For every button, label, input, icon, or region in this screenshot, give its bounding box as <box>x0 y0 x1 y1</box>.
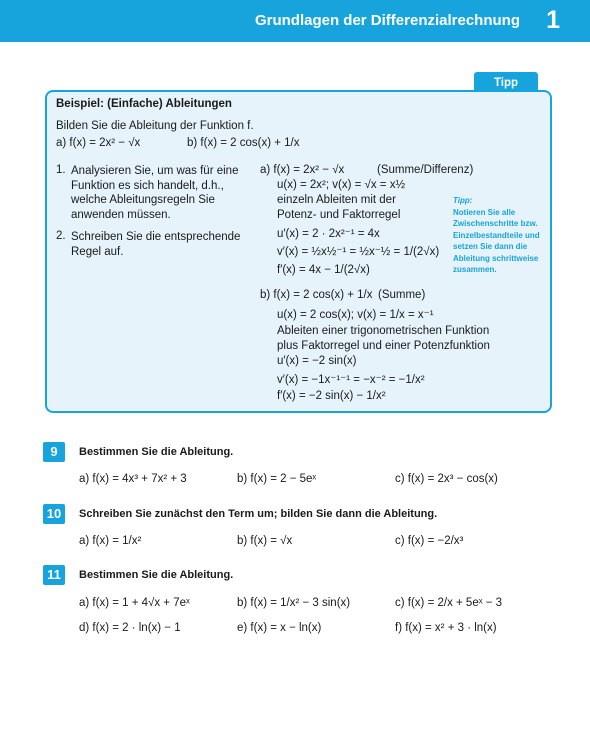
solution-b-note: (Summe) <box>378 289 426 301</box>
solution-a-line6: v′(x) = ½x½⁻¹ = ½x⁻½ = 1/(2√x) <box>277 246 440 258</box>
tip-hint-text: Notieren Sie alle Zwischenschritte bzw. Einzelbestandteile und setzen Sie dann die Ableitung schrittweise zusammen. <box>453 207 540 274</box>
chapter-header <box>0 0 590 42</box>
solution-a-line5: u′(x) = 2 · 2x²⁻¹ = 4x <box>277 228 380 240</box>
exercise-number: 10 <box>43 504 65 524</box>
exercise-item: a) f(x) = 4x³ + 7x² + 3 <box>79 473 187 485</box>
exercise-number: 9 <box>43 442 65 462</box>
exercise-item: b) f(x) = 1/x² − 3 sin(x) <box>237 597 351 609</box>
exercise-item: b) f(x) = √x <box>237 535 293 547</box>
solution-b-line1: b) f(x) = 2 cos(x) + 1/x <box>260 289 373 301</box>
solution-a-line7: f′(x) = 4x − 1/(2√x) <box>277 264 370 276</box>
solution-a-note: (Summe/Differenz) <box>377 164 474 176</box>
solution-b-line4: plus Faktorregel und einer Potenzfunktion <box>277 340 490 352</box>
exercise-item: d) f(x) = 2 · ln(x) − 1 <box>79 622 181 634</box>
solution-b-line2: u(x) = 2 cos(x); v(x) = 1/x = x⁻¹ <box>277 309 434 321</box>
chapter-title: Grundlagen der Differenzialrechnung <box>254 12 520 29</box>
step-2: 2. Schreiben Sie die entsprechende Regel auf. <box>56 230 246 259</box>
exercise-item: c) f(x) = −2/x³ <box>395 535 464 547</box>
exercise-question: Schreiben Sie zunächst den Term um; bilden Sie dann die Ableitung. <box>79 508 438 520</box>
solution-a-line4: Potenz- und Faktorregel <box>277 209 401 221</box>
example-task-b: b) f(x) = 2 cos(x) + 1/x <box>187 137 300 149</box>
example-label: Beispiel: <box>56 98 104 110</box>
example-instruction: Bilden Sie die Ableitung der Funktion f. <box>56 120 254 132</box>
exercise-item: c) f(x) = 2/x + 5eˣ − 3 <box>395 597 502 609</box>
solution-a-line2: u(x) = 2x²; v(x) = √x = x½ <box>277 179 406 191</box>
chapter-number: 1 <box>546 6 560 34</box>
step-1: 1. Analysieren Sie, um was für eine Funktion es sich handelt, d.h., welche Ableitungsregeln Sie anwenden müssen. <box>56 164 246 222</box>
exercise-item: f) f(x) = x² + 3 · ln(x) <box>395 622 497 634</box>
exercise-item: b) f(x) = 2 − 5eˣ <box>237 473 317 485</box>
example-title: (Einfache) Ableitungen <box>107 98 232 110</box>
solution-b-line7: f′(x) = −2 sin(x) − 1/x² <box>277 390 386 402</box>
tip-hint <box>453 195 551 276</box>
exercise-number: 11 <box>43 565 65 585</box>
solution-b-line3: Ableiten einer trigonometrischen Funktion <box>277 325 490 337</box>
step-2-text: Schreiben Sie die entsprechende Regel auf. <box>71 231 241 258</box>
exercise-item: c) f(x) = 2x³ − cos(x) <box>395 473 498 485</box>
tip-hint-title: Tipp: <box>453 196 473 205</box>
example-box <box>45 90 552 413</box>
exercise-item: a) f(x) = 1/x² <box>79 535 142 547</box>
example-heading <box>56 98 232 110</box>
solution-b-line5: u′(x) = −2 sin(x) <box>277 355 357 367</box>
exercise-item: a) f(x) = 1 + 4√x + 7eˣ <box>79 597 190 609</box>
example-task-a: a) f(x) = 2x² − √x <box>56 137 141 149</box>
step-1-text: Analysieren Sie, um was für eine Funktion es sich handelt, d.h., welche Ableitungsregeln Sie anwenden müssen. <box>71 165 239 221</box>
solution-b-line6: v′(x) = −1x⁻¹⁻¹ = −x⁻² = −1/x² <box>277 374 425 386</box>
solution-a-line3: einzeln Ableiten mit der <box>277 194 396 206</box>
exercise-question: Bestimmen Sie die Ableitung. <box>79 569 234 581</box>
tipp-tab: Tipp <box>474 72 538 94</box>
solution-a-line1: a) f(x) = 2x² − √x <box>260 164 345 176</box>
exercise-question: Bestimmen Sie die Ableitung. <box>79 446 234 458</box>
exercise-item: e) f(x) = x − ln(x) <box>237 622 322 634</box>
